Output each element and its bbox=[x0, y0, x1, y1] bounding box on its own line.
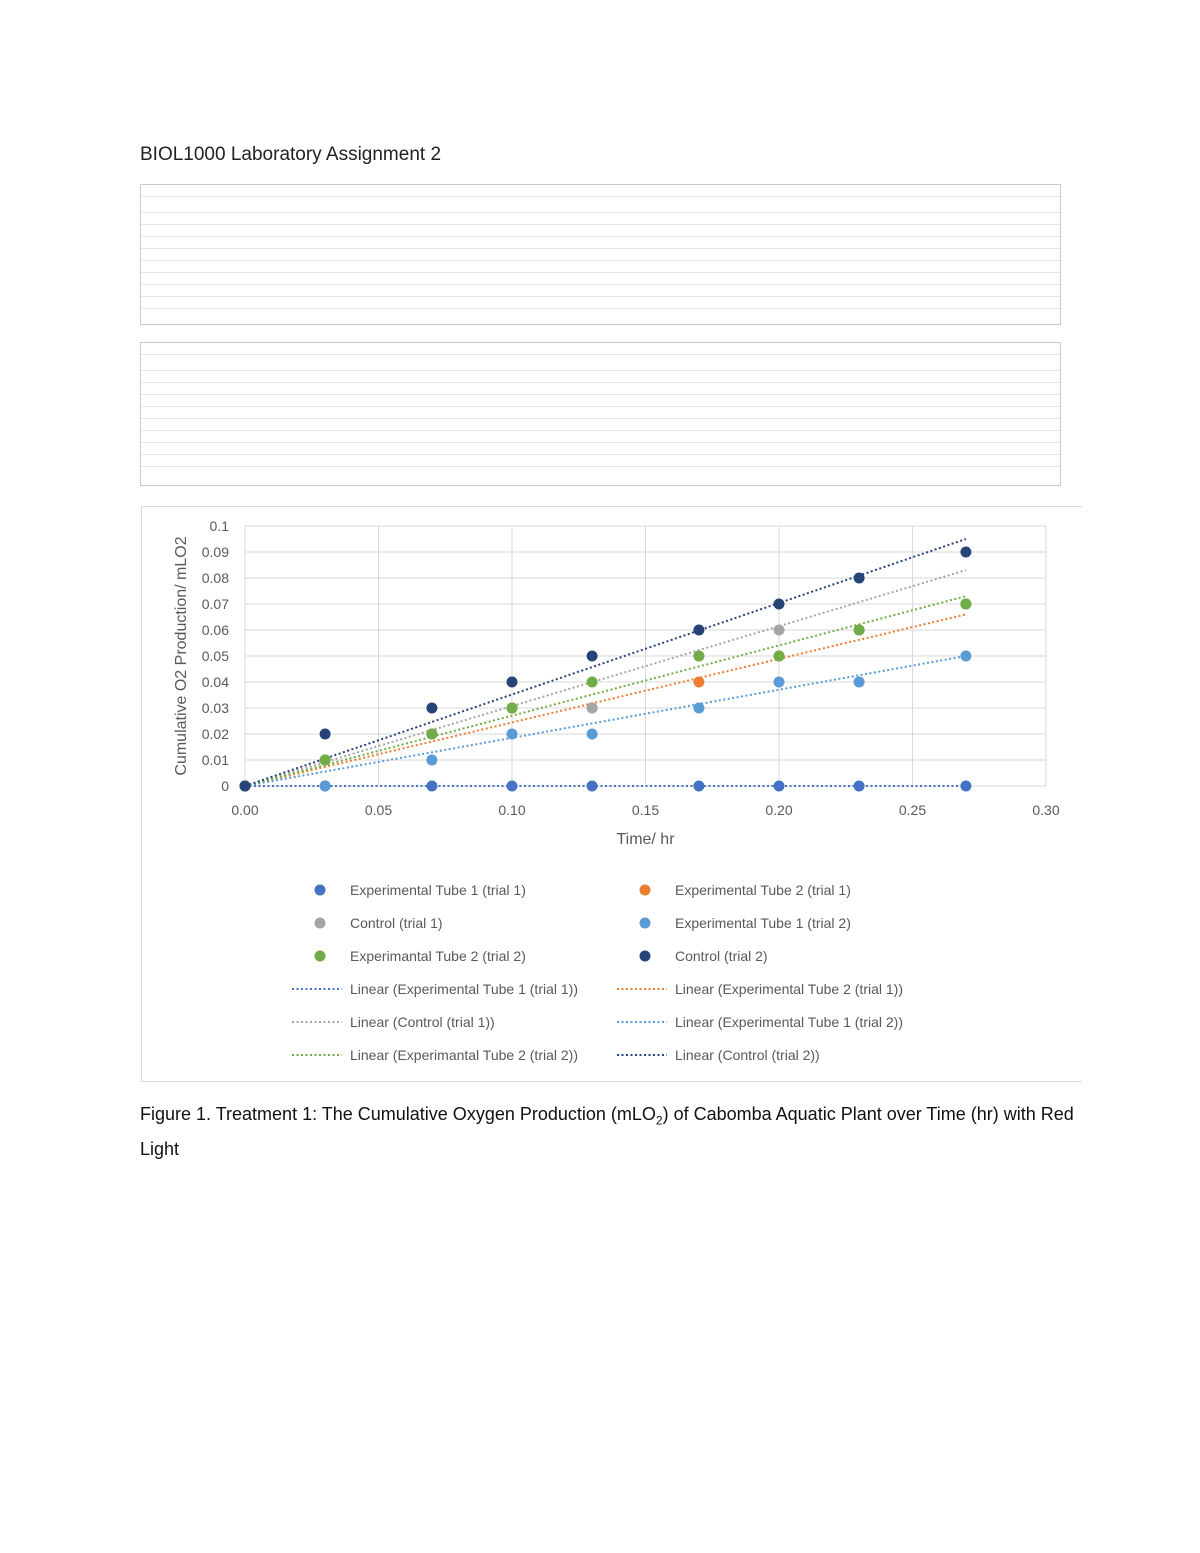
y-tick-label: 0.08 bbox=[201, 570, 229, 586]
data-point bbox=[774, 625, 785, 636]
sheet-row bbox=[141, 249, 1060, 261]
legend-label: Linear (Experimental Tube 1 (trial 2)) bbox=[675, 1014, 903, 1030]
legend-label: Experimantal Tube 2 (trial 2) bbox=[350, 948, 526, 964]
trendline bbox=[245, 656, 966, 786]
data-point bbox=[587, 703, 598, 714]
data-point bbox=[587, 677, 598, 688]
y-tick-label: 0.05 bbox=[201, 648, 229, 664]
document-title: BIOL1000 Laboratory Assignment 2 bbox=[140, 144, 442, 165]
sheet-row bbox=[141, 237, 1060, 249]
data-point bbox=[960, 599, 971, 610]
sheet-row bbox=[141, 407, 1060, 419]
sheet-row bbox=[141, 355, 1060, 371]
data-point bbox=[854, 573, 865, 584]
sheet-row bbox=[141, 383, 1060, 395]
sheet-row bbox=[141, 343, 1060, 355]
data-point bbox=[693, 781, 704, 792]
y-tick-label: 0.04 bbox=[201, 674, 229, 690]
data-point bbox=[426, 781, 437, 792]
legend-label: Linear (Experimental Tube 2 (trial 1)) bbox=[675, 981, 903, 997]
data-point bbox=[320, 781, 331, 792]
data-point bbox=[854, 625, 865, 636]
legend-marker bbox=[315, 918, 326, 929]
caption-text-end: ) of Cabomba Aquatic Plant over Time (hr) with Red Light bbox=[140, 1104, 1074, 1159]
sheet-row bbox=[141, 395, 1060, 407]
data-point bbox=[587, 781, 598, 792]
y-tick-label: 0.07 bbox=[201, 596, 229, 612]
chart-frame bbox=[141, 506, 1082, 1082]
sheet-row bbox=[141, 455, 1060, 467]
data-point bbox=[507, 729, 518, 740]
data-point bbox=[693, 625, 704, 636]
data-point bbox=[854, 781, 865, 792]
data-point bbox=[507, 781, 518, 792]
sheet-row bbox=[141, 197, 1060, 213]
sheet-row bbox=[141, 443, 1060, 455]
y-tick-label: 0.01 bbox=[201, 752, 229, 768]
y-tick-label: 0.06 bbox=[201, 622, 229, 638]
data-point bbox=[774, 651, 785, 662]
sheet-row bbox=[141, 297, 1060, 309]
x-tick-label: 0.10 bbox=[498, 802, 526, 818]
legend-marker bbox=[640, 918, 651, 929]
sheet-row bbox=[141, 185, 1060, 197]
legend-label: Experimental Tube 1 (trial 2) bbox=[675, 915, 851, 931]
legend-label: Linear (Experimantal Tube 2 (trial 2)) bbox=[350, 1047, 578, 1063]
data-point bbox=[507, 703, 518, 714]
data-point bbox=[320, 729, 331, 740]
x-tick-label: 0.15 bbox=[631, 802, 660, 818]
y-tick-label: 0 bbox=[221, 778, 229, 794]
y-tick-label: 0.1 bbox=[209, 518, 229, 534]
legend-marker bbox=[640, 951, 651, 962]
figure-caption bbox=[140, 1100, 1080, 1163]
x-tick-label: 0.05 bbox=[364, 802, 393, 818]
data-point bbox=[693, 677, 704, 688]
legend-marker bbox=[315, 951, 326, 962]
legend-label: Experimental Tube 1 (trial 1) bbox=[350, 882, 526, 898]
data-point bbox=[774, 599, 785, 610]
sheet-row bbox=[141, 273, 1060, 285]
legend-label: Control (trial 2) bbox=[675, 948, 768, 964]
legend-marker bbox=[315, 885, 326, 896]
y-tick-label: 0.02 bbox=[201, 726, 229, 742]
data-point bbox=[426, 755, 437, 766]
data-point bbox=[693, 703, 704, 714]
legend-label: Experimental Tube 2 (trial 1) bbox=[675, 882, 851, 898]
legend-label: Control (trial 1) bbox=[350, 915, 443, 931]
x-tick-label: 0.25 bbox=[898, 802, 927, 818]
x-tick-label: 0.00 bbox=[231, 802, 259, 818]
legend-label: Linear (Control (trial 1)) bbox=[350, 1014, 495, 1030]
data-point bbox=[854, 677, 865, 688]
y-tick-label: 0.09 bbox=[201, 544, 229, 560]
legend-marker bbox=[640, 885, 651, 896]
sheet-row bbox=[141, 285, 1060, 297]
data-point bbox=[693, 651, 704, 662]
data-point bbox=[240, 781, 251, 792]
caption-text-start: Figure 1. Treatment 1: The Cumulative Oxygen Production (mLO bbox=[140, 1104, 656, 1124]
data-point bbox=[426, 729, 437, 740]
sheet-row bbox=[141, 371, 1060, 383]
sheet-row bbox=[141, 431, 1060, 443]
y-tick-label: 0.03 bbox=[201, 700, 229, 716]
x-axis-label: Time/ hr bbox=[616, 831, 675, 848]
data-point bbox=[774, 677, 785, 688]
legend-label: Linear (Control (trial 2)) bbox=[675, 1047, 820, 1063]
data-point bbox=[774, 781, 785, 792]
y-axis-label: Cumulative O2 Production/ mLO2 bbox=[173, 536, 190, 776]
data-point bbox=[960, 781, 971, 792]
x-tick-label: 0.20 bbox=[765, 802, 793, 818]
spreadsheet-treatment-1 bbox=[140, 184, 1061, 325]
sheet-row bbox=[141, 225, 1060, 237]
caption-subscript: 2 bbox=[655, 1113, 663, 1128]
sheet-row bbox=[141, 261, 1060, 273]
legend-label: Linear (Experimental Tube 1 (trial 1)) bbox=[350, 981, 578, 997]
data-point bbox=[507, 677, 518, 688]
scatter-chart bbox=[142, 507, 1082, 1081]
data-point bbox=[960, 547, 971, 558]
data-point bbox=[587, 651, 598, 662]
spreadsheet-treatment-2 bbox=[140, 342, 1061, 486]
data-point bbox=[320, 755, 331, 766]
data-point bbox=[587, 729, 598, 740]
sheet-row bbox=[141, 213, 1060, 225]
data-point bbox=[426, 703, 437, 714]
data-point bbox=[960, 651, 971, 662]
sheet-row bbox=[141, 419, 1060, 431]
x-tick-label: 0.30 bbox=[1032, 802, 1060, 818]
